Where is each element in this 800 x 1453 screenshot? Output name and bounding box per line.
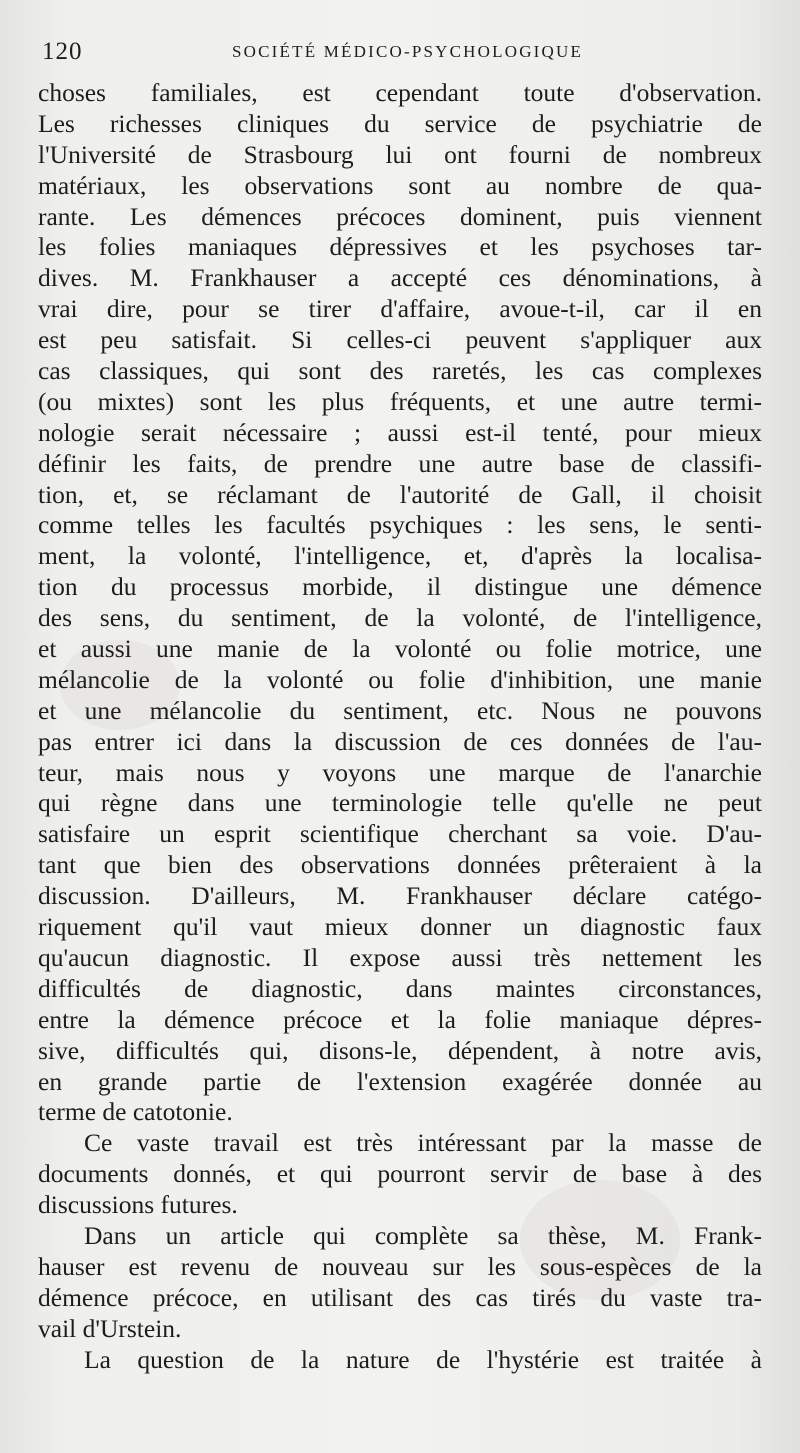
text-line: les folies maniaques dépressives et les psychoses tar- [38, 232, 762, 262]
paragraph [38, 1345, 762, 1376]
text-line: définir les faits, de prendre une autre base de classifi- [38, 448, 762, 478]
text-line: des sens, du sentiment, de la volonté, de l'intelligence, [38, 603, 762, 633]
text-line: teur, mais nous y voyons une marque de l'anarchie [38, 757, 762, 787]
text-line: (ou mixtes) sont les plus fréquents, et une autre termi- [38, 386, 762, 416]
text-line: tion du processus morbide, il distingue une démence [38, 572, 762, 602]
text-line: est peu satisfait. Si celles-ci peuvent s'appliquer aux [38, 325, 762, 355]
text-line: documents donnés, et qui pourront servir de base à des [38, 1159, 762, 1189]
page-number: 120 [42, 38, 83, 65]
text-line: Ce vaste travail est très intéressant par la masse de [84, 1128, 762, 1158]
text-line: dives. M. Frankhauser a accepté ces dénominations, à [38, 263, 762, 293]
text-line: tant que bien des observations données prêteraient à la [38, 850, 762, 880]
text-line: terme de catotonie. [38, 1097, 233, 1127]
text-line: satisfaire un esprit scientifique cherchant sa voie. D'au- [38, 819, 762, 849]
paragraph [38, 1128, 762, 1221]
text-line: en grande partie de l'extension exagérée donnée au [38, 1066, 762, 1096]
text-line: mélancolie de la volonté ou folie d'inhibition, une manie [38, 664, 762, 694]
text-line: riquement qu'il vaut mieux donner un diagnostic faux [38, 912, 762, 942]
text-line: pas entrer ici dans la discussion de ces données de l'au- [38, 726, 762, 756]
text-line: rante. Les démences précoces dominent, puis viennent [38, 201, 762, 231]
paragraph [38, 1221, 762, 1345]
text-line: démence précoce, en utilisant des cas tirés du vaste tra- [38, 1282, 762, 1312]
text-line: ment, la volonté, l'intelligence, et, d'après la localisa- [38, 541, 762, 571]
text-line: entre la démence précoce et la folie maniaque dépres- [38, 1004, 762, 1034]
text-line: vail d'Urstein. [38, 1313, 182, 1343]
paragraph [38, 78, 762, 1128]
text-line: qui règne dans une terminologie telle qu'elle ne peut [38, 788, 762, 818]
text-line: discussions futures. [38, 1190, 238, 1220]
text-line: nologie serait nécessaire ; aussi est-il tenté, pour mieux [38, 417, 762, 447]
running-title: SOCIÉTÉ MÉDICO-PSYCHOLOGIQUE [232, 42, 584, 61]
text-line: sive, difficultés qui, disons-le, dépendent, à notre avis, [38, 1035, 762, 1065]
text-line: difficultés de diagnostic, dans maintes circonstances, [38, 973, 762, 1003]
text-line: discussion. D'ailleurs, M. Frankhauser déclare catégo- [38, 881, 762, 911]
text-line: et aussi une manie de la volonté ou folie motrice, une [38, 634, 762, 664]
text-line: matériaux, les observations sont au nombre de qua- [38, 170, 762, 200]
text-line: La question de la nature de l'hystérie est traitée à [84, 1344, 762, 1374]
text-line: vrai dire, pour se tirer d'affaire, avoue-t-il, car il en [38, 294, 762, 324]
text-line: tion, et, se réclamant de l'autorité de Gall, il choisit [38, 479, 762, 509]
text-line: hauser est revenu de nouveau sur les sous-espèces de la [38, 1251, 762, 1281]
running-head [42, 38, 762, 72]
text-line: et une mélancolie du sentiment, etc. Nous ne pouvons [38, 695, 762, 725]
text-line: cas classiques, qui sont des raretés, les cas complexes [38, 356, 762, 386]
text-line: qu'aucun diagnostic. Il expose aussi très nettement les [38, 942, 762, 972]
text-line: comme telles les facultés psychiques : les sens, le senti- [38, 510, 762, 540]
body-text [38, 78, 762, 1375]
text-line: choses familiales, est cependant toute d'observation. [38, 78, 762, 107]
text-line: Dans un article qui complète sa thèse, M. Frank- [84, 1220, 762, 1250]
text-line: l'Université de Strasbourg lui ont fourni de nombreux [38, 139, 762, 169]
text-line: Les richesses cliniques du service de psychiatrie de [38, 108, 762, 138]
